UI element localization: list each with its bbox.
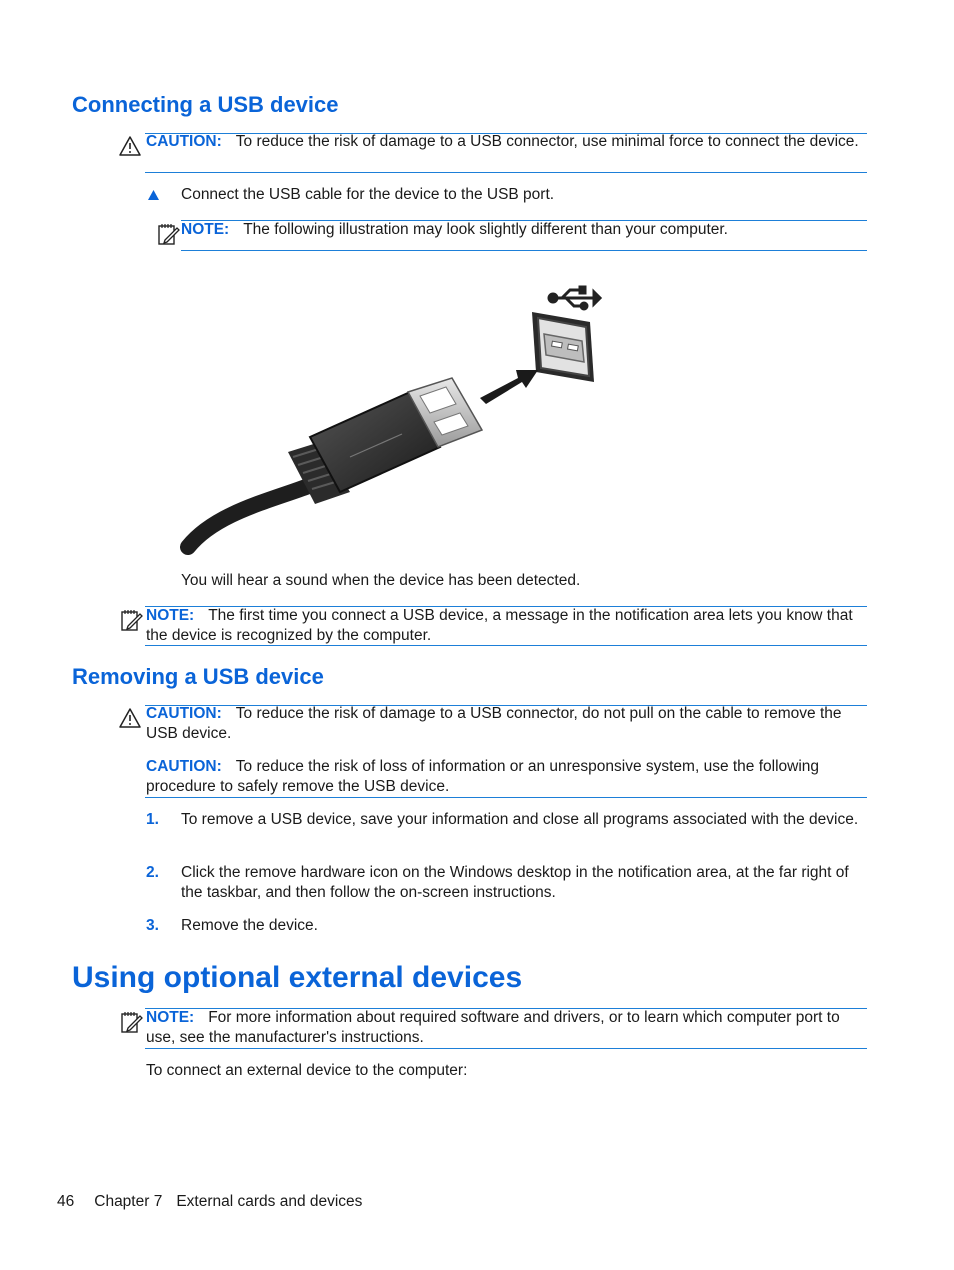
- step-text: Remove the device.: [181, 917, 318, 934]
- usb-trident-icon: [549, 287, 600, 309]
- note-text: The following illustration may look slightly different than your computer.: [243, 221, 728, 238]
- footer-chapter-title: External cards and devices: [176, 1193, 363, 1210]
- section-heading-removing: Removing a USB device: [72, 664, 324, 689]
- page-number: 46: [57, 1193, 75, 1210]
- insert-arrow-icon: [480, 370, 538, 404]
- sound-detected-text: You will hear a sound when the device has been detected.: [181, 572, 581, 589]
- step-connect-cable: Connect the USB cable for the device to the USB port.: [181, 186, 555, 203]
- step-text: To remove a USB device, save your information and close all programs associated with the device.: [181, 811, 859, 828]
- note2-bottom-rule: [145, 645, 867, 646]
- warning-triangle-icon: [118, 135, 142, 157]
- triangle-bullet-icon: [147, 189, 160, 201]
- numbered-step-1: [146, 810, 866, 830]
- step-text: Click the remove hardware icon on the Windows desktop in the notification area, at the far right of the taskbar, and then follow the on-screen instructions.: [181, 864, 849, 901]
- step-number: 1.: [146, 811, 159, 828]
- caution-text: To reduce the risk of damage to a USB connector, use minimal force to connect the device.: [235, 133, 859, 150]
- connect-external-intro: To connect an external device to the computer:: [146, 1062, 468, 1079]
- footer-chapter: Chapter 7: [94, 1193, 163, 1210]
- note-first-time: [146, 606, 866, 645]
- note-label: NOTE:: [181, 221, 230, 238]
- note-label: NOTE:: [146, 1009, 195, 1026]
- caution-connecting: [146, 132, 866, 152]
- page-footer: [57, 1192, 362, 1212]
- section-heading-optional-devices: Using optional external devices: [72, 961, 523, 994]
- caution2-bottom-rule: [145, 797, 867, 798]
- note-software-drivers: [146, 1008, 866, 1047]
- numbered-step-2: [146, 863, 866, 902]
- caution-label: CAUTION:: [146, 705, 222, 722]
- note-pad-icon: [119, 608, 143, 632]
- caution-loss-of-information: [146, 757, 866, 796]
- caution-label: CAUTION:: [146, 758, 222, 775]
- usb-port: [532, 312, 594, 382]
- caution-label: CAUTION:: [146, 133, 222, 150]
- note-pad-icon: [119, 1010, 143, 1034]
- caution-text: To reduce the risk of damage to a USB connector, do not pull on the cable to remove the USB device.: [146, 705, 842, 742]
- step-number: 3.: [146, 917, 159, 934]
- caution-text: To reduce the risk of loss of information or an unresponsive system, use the following procedure to safely remove the USB device.: [146, 758, 820, 795]
- note-label: NOTE:: [146, 607, 195, 624]
- note3-bottom-rule: [145, 1048, 867, 1049]
- caution-bottom-rule: [145, 172, 867, 173]
- note-text: The first time you connect a USB device, a message in the notification area lets you know that the device is recognized by the computer.: [146, 607, 853, 644]
- step-number: 2.: [146, 864, 159, 881]
- note-text: For more information about required software and drivers, or to learn which computer port to use, see the manufacturer's instructions.: [146, 1009, 840, 1046]
- numbered-step-3: [146, 916, 866, 936]
- section-heading-connecting: Connecting a USB device: [72, 92, 339, 117]
- note-illustration: [181, 220, 867, 240]
- note-bottom-rule: [181, 250, 867, 251]
- warning-triangle-icon: [118, 707, 142, 729]
- caution-pull-cable: [146, 704, 866, 743]
- usb-illustration: [180, 282, 610, 557]
- note-pad-icon: [156, 222, 180, 246]
